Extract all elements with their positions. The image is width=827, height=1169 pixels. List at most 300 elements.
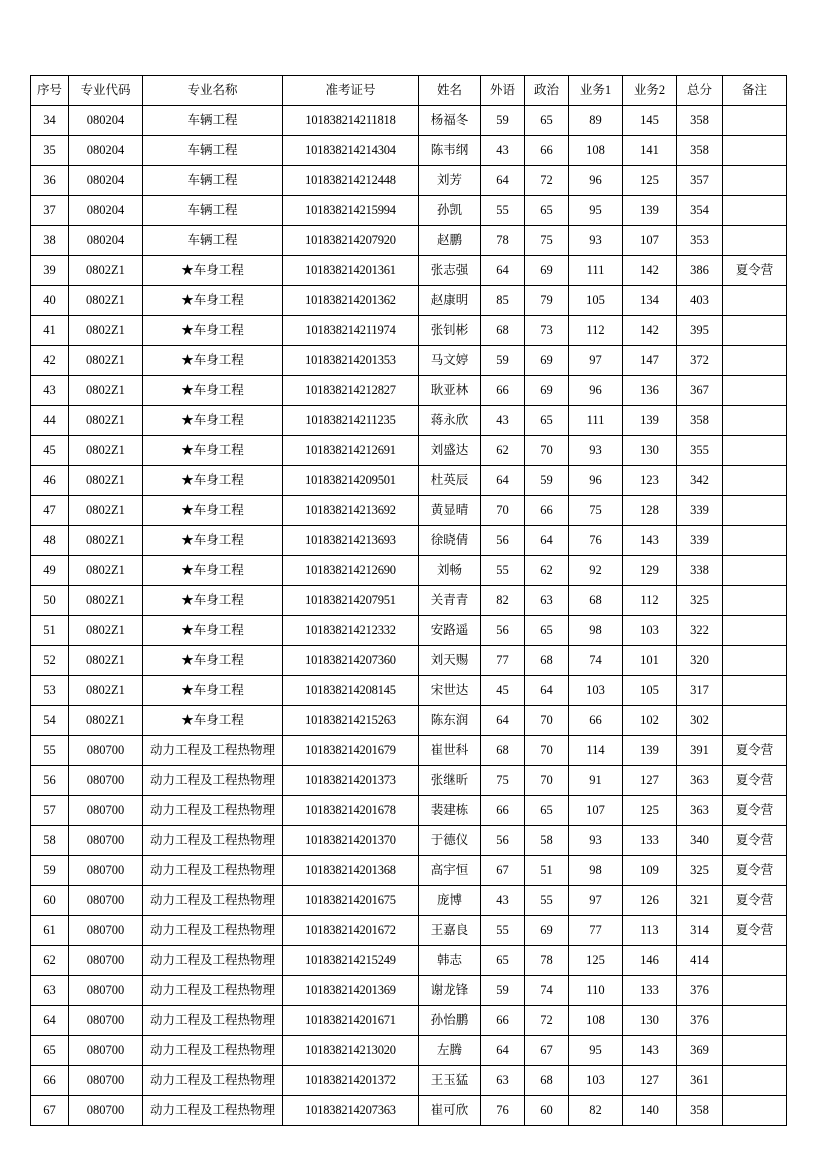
cell-politics: 66 — [525, 136, 569, 166]
table-row — [31, 376, 787, 406]
cell-remark — [723, 1096, 787, 1126]
cell-remark — [723, 676, 787, 706]
cell-major-code: 0802Z1 — [69, 646, 143, 676]
cell-index: 39 — [31, 256, 69, 286]
cell-foreign-language: 77 — [481, 646, 525, 676]
cell-major-name: ★车身工程 — [143, 316, 283, 346]
cell-major-code: 080700 — [69, 976, 143, 1006]
cell-politics: 65 — [525, 196, 569, 226]
cell-major-code: 080700 — [69, 1006, 143, 1036]
cell-major-name: 动力工程及工程热物理 — [143, 796, 283, 826]
table-row — [31, 586, 787, 616]
table-body — [31, 106, 787, 1126]
cell-index: 65 — [31, 1036, 69, 1066]
cell-remark — [723, 226, 787, 256]
cell-professional-1: 107 — [569, 796, 623, 826]
cell-exam-number: 101838214213692 — [283, 496, 419, 526]
cell-exam-number: 101838214211235 — [283, 406, 419, 436]
cell-total: 357 — [677, 166, 723, 196]
cell-major-code: 0802Z1 — [69, 316, 143, 346]
column-header-exam-number: 准考证号 — [283, 76, 419, 106]
cell-remark — [723, 166, 787, 196]
cell-major-code: 080204 — [69, 196, 143, 226]
cell-major-name: 车辆工程 — [143, 106, 283, 136]
cell-major-code: 080700 — [69, 796, 143, 826]
cell-total: 363 — [677, 766, 723, 796]
cell-politics: 67 — [525, 1036, 569, 1066]
table-row — [31, 466, 787, 496]
cell-professional-2: 136 — [623, 376, 677, 406]
cell-professional-1: 97 — [569, 886, 623, 916]
cell-major-name: 动力工程及工程热物理 — [143, 1066, 283, 1096]
cell-politics: 69 — [525, 256, 569, 286]
cell-professional-1: 98 — [569, 616, 623, 646]
cell-total: 342 — [677, 466, 723, 496]
cell-index: 61 — [31, 916, 69, 946]
cell-index: 35 — [31, 136, 69, 166]
cell-professional-2: 145 — [623, 106, 677, 136]
table-row — [31, 166, 787, 196]
table-row — [31, 106, 787, 136]
cell-index: 64 — [31, 1006, 69, 1036]
cell-exam-number: 101838214201368 — [283, 856, 419, 886]
cell-remark — [723, 106, 787, 136]
cell-name: 刘芳 — [419, 166, 481, 196]
cell-exam-number: 101838214201675 — [283, 886, 419, 916]
cell-politics: 66 — [525, 496, 569, 526]
cell-major-name: 动力工程及工程热物理 — [143, 1096, 283, 1126]
cell-index: 55 — [31, 736, 69, 766]
cell-professional-2: 143 — [623, 1036, 677, 1066]
cell-major-name: 动力工程及工程热物理 — [143, 736, 283, 766]
cell-professional-1: 96 — [569, 166, 623, 196]
cell-name: 左腾 — [419, 1036, 481, 1066]
cell-major-name: 动力工程及工程热物理 — [143, 946, 283, 976]
cell-professional-2: 127 — [623, 1066, 677, 1096]
cell-major-code: 0802Z1 — [69, 466, 143, 496]
cell-index: 36 — [31, 166, 69, 196]
cell-professional-2: 140 — [623, 1096, 677, 1126]
cell-major-code: 080700 — [69, 826, 143, 856]
cell-total: 403 — [677, 286, 723, 316]
cell-index: 44 — [31, 406, 69, 436]
cell-total: 339 — [677, 496, 723, 526]
cell-politics: 58 — [525, 826, 569, 856]
cell-exam-number: 101838214207920 — [283, 226, 419, 256]
cell-politics: 79 — [525, 286, 569, 316]
cell-professional-1: 75 — [569, 496, 623, 526]
cell-foreign-language: 63 — [481, 1066, 525, 1096]
cell-foreign-language: 55 — [481, 916, 525, 946]
cell-index: 52 — [31, 646, 69, 676]
cell-professional-1: 93 — [569, 436, 623, 466]
cell-professional-1: 89 — [569, 106, 623, 136]
cell-professional-2: 143 — [623, 526, 677, 556]
cell-remark — [723, 136, 787, 166]
cell-foreign-language: 64 — [481, 256, 525, 286]
cell-foreign-language: 56 — [481, 826, 525, 856]
table-row — [31, 796, 787, 826]
cell-remark — [723, 1006, 787, 1036]
cell-major-code: 080700 — [69, 916, 143, 946]
cell-index: 34 — [31, 106, 69, 136]
cell-professional-2: 142 — [623, 316, 677, 346]
cell-exam-number: 101838214212690 — [283, 556, 419, 586]
cell-professional-2: 128 — [623, 496, 677, 526]
cell-exam-number: 101838214209501 — [283, 466, 419, 496]
cell-professional-1: 112 — [569, 316, 623, 346]
cell-exam-number: 101838214201672 — [283, 916, 419, 946]
cell-total: 361 — [677, 1066, 723, 1096]
cell-exam-number: 101838214213020 — [283, 1036, 419, 1066]
table-row — [31, 136, 787, 166]
cell-remark — [723, 526, 787, 556]
cell-index: 54 — [31, 706, 69, 736]
cell-major-code: 0802Z1 — [69, 286, 143, 316]
table-row — [31, 406, 787, 436]
cell-politics: 70 — [525, 766, 569, 796]
cell-total: 317 — [677, 676, 723, 706]
table-row — [31, 736, 787, 766]
cell-professional-2: 103 — [623, 616, 677, 646]
cell-index: 41 — [31, 316, 69, 346]
cell-major-code: 080700 — [69, 886, 143, 916]
cell-foreign-language: 66 — [481, 1006, 525, 1036]
cell-name: 赵康明 — [419, 286, 481, 316]
cell-professional-1: 96 — [569, 466, 623, 496]
cell-total: 320 — [677, 646, 723, 676]
cell-exam-number: 101838214201372 — [283, 1066, 419, 1096]
table-row — [31, 526, 787, 556]
cell-professional-2: 125 — [623, 796, 677, 826]
cell-name: 黄显晴 — [419, 496, 481, 526]
cell-index: 58 — [31, 826, 69, 856]
cell-professional-2: 139 — [623, 736, 677, 766]
cell-remark: 夏令营 — [723, 856, 787, 886]
cell-professional-2: 101 — [623, 646, 677, 676]
table-row — [31, 856, 787, 886]
cell-total: 358 — [677, 136, 723, 166]
cell-exam-number: 101838214212448 — [283, 166, 419, 196]
cell-index: 60 — [31, 886, 69, 916]
cell-total: 321 — [677, 886, 723, 916]
cell-professional-2: 127 — [623, 766, 677, 796]
cell-remark — [723, 196, 787, 226]
cell-professional-1: 76 — [569, 526, 623, 556]
cell-index: 46 — [31, 466, 69, 496]
table-row — [31, 616, 787, 646]
cell-politics: 68 — [525, 646, 569, 676]
cell-index: 43 — [31, 376, 69, 406]
cell-major-code: 0802Z1 — [69, 496, 143, 526]
cell-professional-1: 108 — [569, 136, 623, 166]
cell-remark: 夏令营 — [723, 826, 787, 856]
cell-foreign-language: 56 — [481, 526, 525, 556]
cell-remark — [723, 1036, 787, 1066]
cell-major-code: 080700 — [69, 736, 143, 766]
cell-index: 42 — [31, 346, 69, 376]
cell-foreign-language: 75 — [481, 766, 525, 796]
cell-name: 陈东润 — [419, 706, 481, 736]
cell-exam-number: 101838214215263 — [283, 706, 419, 736]
cell-professional-2: 112 — [623, 586, 677, 616]
table-row — [31, 946, 787, 976]
cell-professional-2: 113 — [623, 916, 677, 946]
cell-total: 338 — [677, 556, 723, 586]
cell-remark: 夏令营 — [723, 886, 787, 916]
cell-politics: 64 — [525, 526, 569, 556]
cell-politics: 72 — [525, 1006, 569, 1036]
cell-politics: 62 — [525, 556, 569, 586]
cell-major-name: ★车身工程 — [143, 406, 283, 436]
cell-name: 关青青 — [419, 586, 481, 616]
cell-name: 杨福冬 — [419, 106, 481, 136]
cell-professional-1: 82 — [569, 1096, 623, 1126]
cell-exam-number: 101838214212332 — [283, 616, 419, 646]
cell-total: 325 — [677, 856, 723, 886]
cell-politics: 75 — [525, 226, 569, 256]
cell-politics: 65 — [525, 406, 569, 436]
cell-name: 陈韦纲 — [419, 136, 481, 166]
cell-professional-1: 96 — [569, 376, 623, 406]
column-header-foreign-language: 外语 — [481, 76, 525, 106]
cell-professional-2: 107 — [623, 226, 677, 256]
cell-index: 45 — [31, 436, 69, 466]
cell-exam-number: 101838214215994 — [283, 196, 419, 226]
cell-major-name: 动力工程及工程热物理 — [143, 886, 283, 916]
cell-exam-number: 101838214211818 — [283, 106, 419, 136]
score-table — [30, 75, 787, 1126]
cell-major-code: 0802Z1 — [69, 406, 143, 436]
cell-politics: 74 — [525, 976, 569, 1006]
cell-total: 391 — [677, 736, 723, 766]
cell-professional-2: 134 — [623, 286, 677, 316]
cell-remark — [723, 946, 787, 976]
cell-major-name: ★车身工程 — [143, 436, 283, 466]
cell-major-name: ★车身工程 — [143, 676, 283, 706]
cell-professional-2: 146 — [623, 946, 677, 976]
cell-index: 67 — [31, 1096, 69, 1126]
cell-remark — [723, 376, 787, 406]
cell-major-name: ★车身工程 — [143, 616, 283, 646]
cell-major-code: 080204 — [69, 136, 143, 166]
cell-major-name: ★车身工程 — [143, 556, 283, 586]
cell-name: 裴建栋 — [419, 796, 481, 826]
cell-index: 48 — [31, 526, 69, 556]
cell-index: 56 — [31, 766, 69, 796]
cell-politics: 65 — [525, 616, 569, 646]
cell-name: 刘天赐 — [419, 646, 481, 676]
cell-professional-2: 130 — [623, 436, 677, 466]
cell-total: 325 — [677, 586, 723, 616]
cell-name: 王嘉良 — [419, 916, 481, 946]
cell-total: 369 — [677, 1036, 723, 1066]
cell-professional-1: 108 — [569, 1006, 623, 1036]
cell-name: 孙凯 — [419, 196, 481, 226]
cell-remark — [723, 436, 787, 466]
cell-major-name: ★车身工程 — [143, 586, 283, 616]
cell-remark: 夏令营 — [723, 916, 787, 946]
cell-major-name: 动力工程及工程热物理 — [143, 1006, 283, 1036]
cell-professional-1: 95 — [569, 196, 623, 226]
table-row — [31, 1066, 787, 1096]
cell-remark — [723, 706, 787, 736]
cell-politics: 51 — [525, 856, 569, 886]
table-row — [31, 826, 787, 856]
cell-total: 367 — [677, 376, 723, 406]
cell-name: 徐晓倩 — [419, 526, 481, 556]
table-row — [31, 706, 787, 736]
cell-total: 358 — [677, 406, 723, 436]
cell-foreign-language: 66 — [481, 796, 525, 826]
cell-name: 杜英辰 — [419, 466, 481, 496]
cell-index: 59 — [31, 856, 69, 886]
cell-professional-2: 102 — [623, 706, 677, 736]
cell-major-code: 080700 — [69, 766, 143, 796]
table-row — [31, 766, 787, 796]
cell-total: 363 — [677, 796, 723, 826]
cell-politics: 63 — [525, 586, 569, 616]
cell-professional-1: 111 — [569, 256, 623, 286]
column-header-remark: 备注 — [723, 76, 787, 106]
cell-total: 358 — [677, 1096, 723, 1126]
cell-total: 358 — [677, 106, 723, 136]
cell-professional-1: 93 — [569, 826, 623, 856]
cell-remark — [723, 316, 787, 346]
cell-professional-1: 103 — [569, 1066, 623, 1096]
cell-major-name: 动力工程及工程热物理 — [143, 916, 283, 946]
cell-professional-1: 110 — [569, 976, 623, 1006]
cell-index: 53 — [31, 676, 69, 706]
cell-total: 340 — [677, 826, 723, 856]
cell-major-code: 080204 — [69, 166, 143, 196]
cell-total: 355 — [677, 436, 723, 466]
cell-foreign-language: 56 — [481, 616, 525, 646]
cell-major-name: 车辆工程 — [143, 196, 283, 226]
cell-foreign-language: 67 — [481, 856, 525, 886]
cell-major-code: 080700 — [69, 1066, 143, 1096]
cell-major-name: ★车身工程 — [143, 256, 283, 286]
cell-professional-2: 141 — [623, 136, 677, 166]
column-header-major-name: 专业名称 — [143, 76, 283, 106]
cell-foreign-language: 43 — [481, 406, 525, 436]
cell-major-code: 080700 — [69, 946, 143, 976]
cell-professional-1: 125 — [569, 946, 623, 976]
cell-index: 66 — [31, 1066, 69, 1096]
cell-major-name: 动力工程及工程热物理 — [143, 766, 283, 796]
cell-major-name: ★车身工程 — [143, 466, 283, 496]
cell-major-name: ★车身工程 — [143, 706, 283, 736]
cell-professional-2: 129 — [623, 556, 677, 586]
cell-major-name: ★车身工程 — [143, 346, 283, 376]
cell-remark — [723, 1066, 787, 1096]
cell-politics: 65 — [525, 106, 569, 136]
cell-foreign-language: 64 — [481, 706, 525, 736]
table-row — [31, 496, 787, 526]
cell-name: 张志强 — [419, 256, 481, 286]
table-header — [31, 76, 787, 106]
cell-name: 庞博 — [419, 886, 481, 916]
cell-major-name: 动力工程及工程热物理 — [143, 826, 283, 856]
cell-foreign-language: 65 — [481, 946, 525, 976]
cell-politics: 59 — [525, 466, 569, 496]
table-row — [31, 676, 787, 706]
cell-exam-number: 101838214207360 — [283, 646, 419, 676]
cell-major-name: 车辆工程 — [143, 136, 283, 166]
table-row — [31, 886, 787, 916]
table-row — [31, 436, 787, 466]
cell-major-code: 0802Z1 — [69, 706, 143, 736]
cell-politics: 73 — [525, 316, 569, 346]
cell-politics: 55 — [525, 886, 569, 916]
cell-major-name: 车辆工程 — [143, 166, 283, 196]
cell-professional-1: 91 — [569, 766, 623, 796]
cell-major-name: ★车身工程 — [143, 376, 283, 406]
cell-major-code: 080700 — [69, 1096, 143, 1126]
table-row — [31, 256, 787, 286]
table-row — [31, 1096, 787, 1126]
cell-name: 刘盛达 — [419, 436, 481, 466]
cell-major-code: 080700 — [69, 856, 143, 886]
cell-professional-2: 109 — [623, 856, 677, 886]
cell-major-name: ★车身工程 — [143, 526, 283, 556]
cell-major-name: ★车身工程 — [143, 286, 283, 316]
cell-remark — [723, 466, 787, 496]
cell-exam-number: 101838214213693 — [283, 526, 419, 556]
table-row — [31, 556, 787, 586]
cell-politics: 69 — [525, 376, 569, 406]
cell-name: 韩志 — [419, 946, 481, 976]
cell-exam-number: 101838214215249 — [283, 946, 419, 976]
cell-index: 51 — [31, 616, 69, 646]
cell-exam-number: 101838214214304 — [283, 136, 419, 166]
cell-exam-number: 101838214201678 — [283, 796, 419, 826]
cell-exam-number: 101838214201679 — [283, 736, 419, 766]
cell-name: 安路遥 — [419, 616, 481, 646]
cell-exam-number: 101838214212691 — [283, 436, 419, 466]
table-row — [31, 916, 787, 946]
table-row — [31, 316, 787, 346]
column-header-total: 总分 — [677, 76, 723, 106]
cell-major-code: 0802Z1 — [69, 616, 143, 646]
cell-professional-2: 147 — [623, 346, 677, 376]
cell-exam-number: 101838214208145 — [283, 676, 419, 706]
cell-name: 崔可欣 — [419, 1096, 481, 1126]
table-row — [31, 286, 787, 316]
cell-exam-number: 101838214212827 — [283, 376, 419, 406]
cell-index: 62 — [31, 946, 69, 976]
cell-foreign-language: 70 — [481, 496, 525, 526]
cell-remark — [723, 286, 787, 316]
cell-politics: 69 — [525, 346, 569, 376]
cell-professional-2: 139 — [623, 196, 677, 226]
cell-foreign-language: 59 — [481, 346, 525, 376]
cell-name: 耿亚林 — [419, 376, 481, 406]
cell-professional-2: 142 — [623, 256, 677, 286]
cell-name: 刘畅 — [419, 556, 481, 586]
cell-foreign-language: 82 — [481, 586, 525, 616]
cell-major-code: 0802Z1 — [69, 256, 143, 286]
cell-major-code: 080204 — [69, 106, 143, 136]
cell-professional-1: 68 — [569, 586, 623, 616]
cell-politics: 70 — [525, 436, 569, 466]
table-row — [31, 1036, 787, 1066]
cell-exam-number: 101838214201361 — [283, 256, 419, 286]
table-row — [31, 196, 787, 226]
cell-politics: 65 — [525, 796, 569, 826]
cell-major-name: ★车身工程 — [143, 496, 283, 526]
cell-remark — [723, 616, 787, 646]
